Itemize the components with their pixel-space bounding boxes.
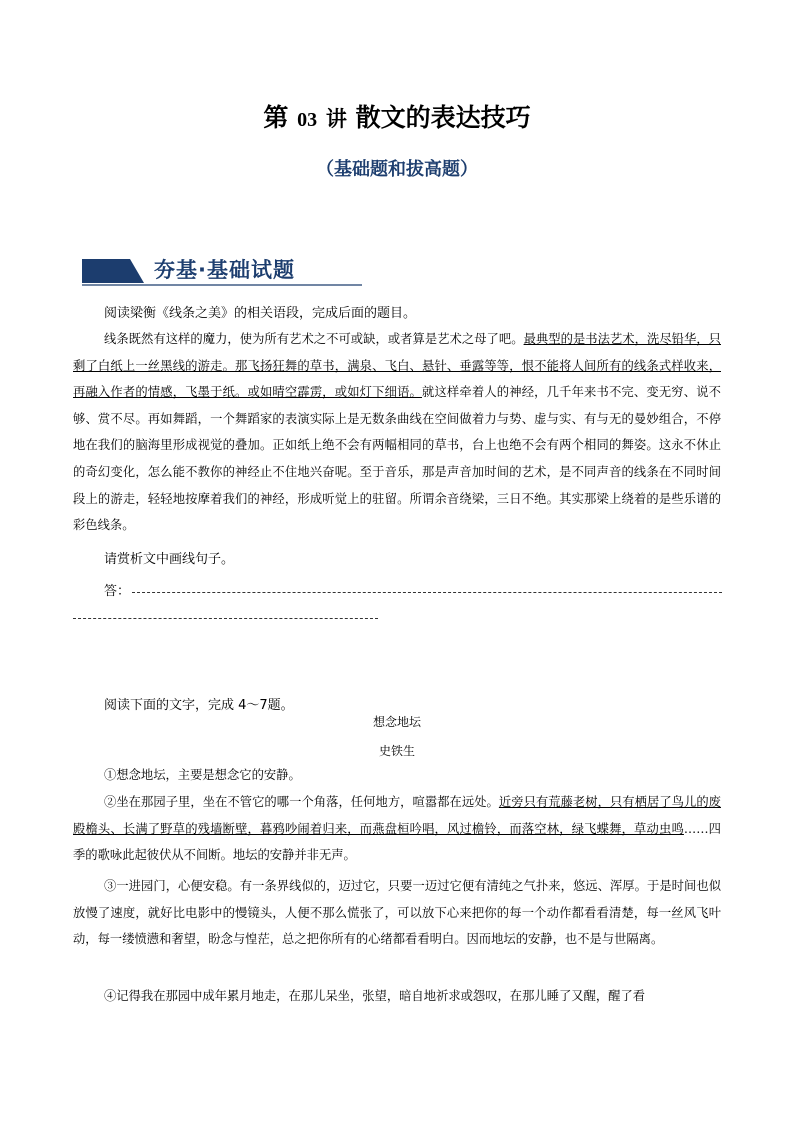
reading-instruction: 阅读梁衡《线条之美》的相关语段，完成后面的题目。 [104, 306, 417, 321]
answer-label: 答： [104, 584, 131, 599]
title-main: 散文的表达技巧 [355, 103, 531, 132]
page-title [0, 98, 794, 134]
title-lecture: 讲 [325, 107, 347, 131]
reading-instruction-2: 阅读下面的文字，完成 4～7题。 [104, 698, 294, 713]
essay-paragraph-4: ④记得我在那园中成年累月地走，在那儿呆坐，张望，暗自地祈求或怨叹，在那儿睡了又醒，醒了看 [104, 989, 646, 1003]
essay-author: 史铁生 [378, 744, 415, 758]
answer-line[interactable] [132, 592, 722, 593]
passage-sentence-1: 线条既然有这样的魔力，使为所有艺术之不可或缺，或者算是艺术之母了吧。 [104, 332, 524, 346]
essay-paragraph-2-end: ……四季的歌咏此起彼伏从不间断。地坛的安静并非无声。 [73, 821, 721, 863]
passage-underlined-sentence: 最典型的是书法艺术，洗尽铅华，只剩了白纸上一丝黑线的游走。那飞扬狂舞的草书，满泉、飞白、悬针、垂露等等，恨不能将人间所有的线条式样收来，再融入作者的情感，飞墨于纸。或如晴空霹雳，或如灯下细语。 [73, 332, 721, 400]
passage-sentence-3: 就这样牵着人的神经，几千年来书不完、变无穷、说不够、赏不尽。再如舞蹈，一个舞蹈家的表演实际上是无数条曲线在空间做着力与势、虚与实、有与无的曼妙组合，不停地在我们的脑海里形成视觉的叠加。正如纸上绝不会有两幅相同的草书，台上也绝不会有两个相同的舞姿。这永不休止的奇幻变化，怎么能不教你的神经止不住地兴奋呢。至于音乐，那是声音加时间的艺术，是不同声音的线条在不同时间段上的游走，轻轻地按摩着我们的神经，形成听觉上的驻留。所谓余音绕梁，三日不绝。其实那梁上绕着的是些乐谱的彩色线条。 [73, 385, 721, 533]
title-number: 03 [297, 109, 318, 131]
essay-paragraph-2 [73, 789, 721, 869]
essay-paragraph-2-start: ②坐在那园子里，坐在不管它的哪一个角落，任何地方，喧嚣都在远处。 [104, 795, 499, 809]
title-prefix: 第 [263, 103, 289, 132]
passage-text [73, 326, 721, 539]
section-label: 夯基·基础试题 [154, 258, 295, 282]
page-subtitle: （基础题和拔高题） [316, 159, 478, 180]
essay-underlined-sentence: 近旁只有荒藤老树，只有栖居了鸟儿的废殿檐头、长满了野草的残墙断壁，暮鸦吵闹着归来，而燕盘桓吟唱，风过檐铃，而落空林，绿飞蝶舞，草动虫鸣 [73, 795, 721, 836]
essay-paragraph-1: ①想念地坛，主要是想念它的安静。 [104, 768, 301, 782]
question-text: 请赏析文中画线句子。 [104, 552, 235, 567]
section-header [82, 253, 372, 289]
essay-title: 想念地坛 [372, 715, 421, 729]
essay-paragraph-3: ③一进园门，心便安稳。有一条界线似的，迈过它，只要一迈过它便有清纯之气扑来，悠远、浑厚。于是时间也似放慢了速度，就好比电影中的慢镜头，人便不那么慌张了，可以放下心来把你的每一个动作都看看清楚，每一丝风飞叶动，每一缕愤懑和奢望，盼念与惶茫，总之把你所有的心绪都看看明白。因而地坛的安静，也不是与世隔离。 [73, 879, 721, 947]
answer-line[interactable] [73, 618, 378, 619]
